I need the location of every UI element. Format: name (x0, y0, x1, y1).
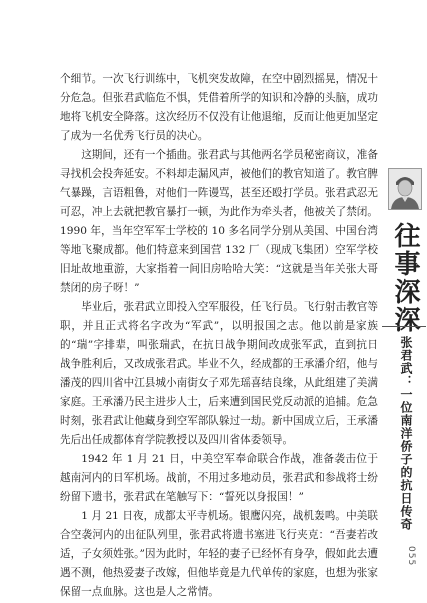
paragraph-2: 这期间，还有一个插曲。张君武与其他两名学员秘密商议，准备寻找机会投奔延安。不料却走漏风声，被他们的教官知道了。教官脾气暴躁，言语粗鲁，对他们一阵谩骂，甚至还殴打学员。张君武忍无可忍，冲上去就把教官暴打一顿，为此作为牵头者，他被关了禁闭。1990 年，当年空军军士学校的 10 多名同学分别从美国、中国台湾等地飞聚成都。他们特意来到国营 132 厂（现成飞集团）空军学校旧址故地重游，大家指着一间旧房哈哈大笑：“这就是当年关张大哥禁闭的房子呀！” (60, 149, 378, 294)
portrait-photo-icon (388, 168, 422, 210)
article-subtitle: 张君武：一位南洋侨子的抗日传奇 (399, 336, 413, 531)
paragraph-5: 1 月 21 日夜，成都太平寺机场。银鹰闪亮，战机轰鸣。中美联合空袭河内的出征队列里，张君武将遗书塞进飞行夹克：“吾妻若改适，子女须姓张。”因为此时，年轻的妻子已经怀有身孕，假如此去遭遇不测，他热爱妻子改嫁，但他毕竟是九代单传的家庭，也想为张家保留一点血脉。这也是人之常情。 (60, 510, 378, 598)
sidebar-divider (382, 326, 426, 327)
paragraph-4: 1942 年 1 月 21 日，中美空军奉命联合作战，准备袭击位于越南河内的日军机场。战前，不用过多地动员，张君武和参战将士纷纷留下遗书，张君武在笔触写下：“誓死以身报国！” (60, 453, 378, 503)
paragraph-3: 毕业后，张君武立即投入空军服役，任飞行员。飞行射击教官等职，并且正式将名字改为“军武”，以明报国之志。他以前是家族的“瑞”字排辈，叫张瑞武，在抗日战争期间改成张军武，直到抗日战争胜利后，又改成张君武。毕业不久，经成都的王承潘介绍，他与潘茂的四川省中江县城小南街女子邓先瑶喜结良缘，从此组建了美满家庭。王承潘乃民主进步人士，后来遭到国民党反动派的追捕。危急时刻，张君武让他藏身到空军部队躲过一劫。新中国成立后，王承潘先后出任成都体育学院教授以及四川省体委领导。 (60, 301, 378, 446)
paragraph-1: 个细节。一次飞行训练中，飞机突发故障，在空中剧烈摇晃，情况十分危急。但张君武临危不惧，凭借着所学的知识和冷静的头脑，成功地将飞机安全降落。这次经历不仅没有让他退缩，反而让他更加坚定了成为一名优秀飞行员的决心。 (60, 73, 378, 142)
body-text (60, 70, 378, 602)
page-number: 055 (406, 546, 416, 567)
series-title: 往事深深 (390, 222, 420, 334)
